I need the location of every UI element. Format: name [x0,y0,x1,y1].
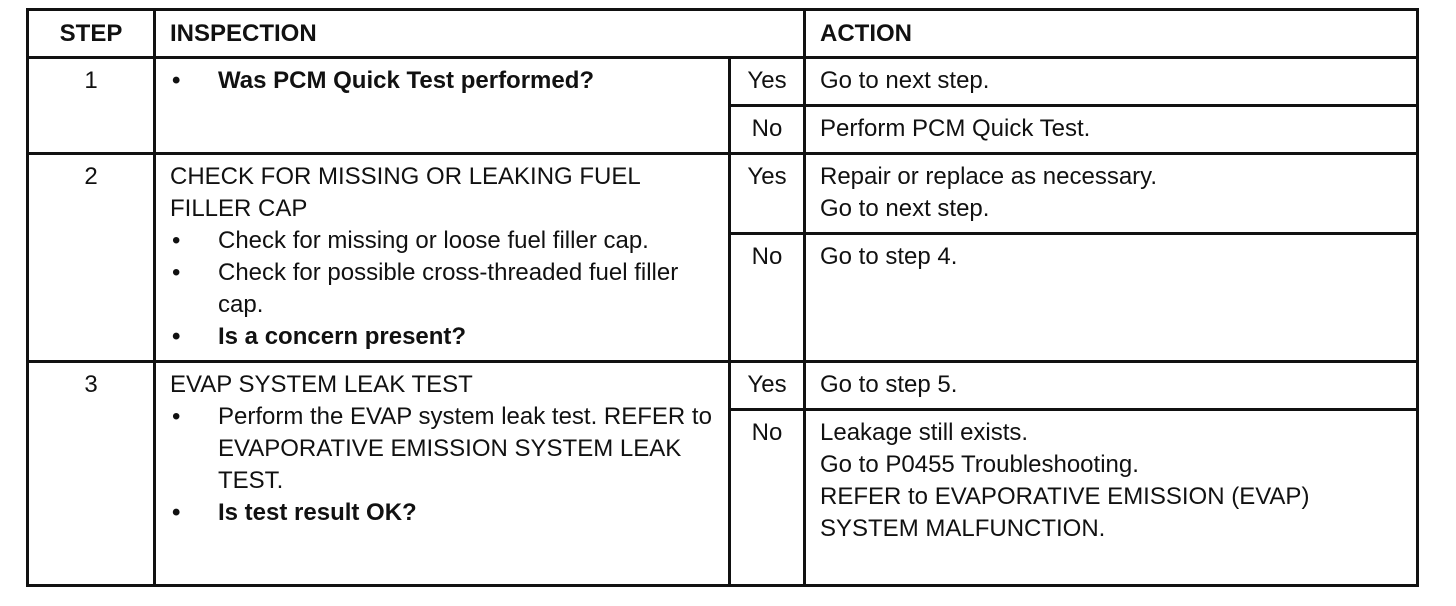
action-line: Go to P0455 Troubleshooting. [820,451,1139,478]
action-line: REFER to EVAPORATIVE EMISSION (EVAP) SYSTEM MALFUNCTION. [820,483,1310,542]
header-row [28,10,1418,58]
yes-label: Yes [730,154,805,234]
no-action [805,410,1418,586]
inspection-bullet: • Perform the EVAP system leak test. REFER to EVAPORATIVE EMISSION SYSTEM LEAK TEST. [170,401,718,497]
action-line: Go to step 5. [820,371,958,398]
inspection-cell [155,362,730,586]
inspection-bullets [170,65,718,97]
yes-action [805,154,1418,234]
no-action [805,106,1418,154]
action-line: Go to step 4. [820,243,958,270]
header-action: ACTION [805,10,1418,58]
header-step: STEP [28,10,155,58]
step-number: 1 [28,58,155,154]
inspection-cell [155,154,730,362]
no-label: No [730,410,805,586]
inspection-heading: EVAP SYSTEM LEAK TEST [170,371,473,398]
inspection-heading: CHECK FOR MISSING OR LEAKING FUEL FILLER CAP [170,163,640,222]
yes-label: Yes [730,58,805,106]
inspection-question: • Was PCM Quick Test performed? [170,65,718,97]
step-row [28,58,1418,106]
inspection-bullets [170,225,718,353]
step-row [28,154,1418,234]
inspection-question: • Is test result OK? [170,497,718,529]
yes-action [805,58,1418,106]
no-action [805,234,1418,362]
diagnostic-table [26,8,1419,587]
header-inspection: INSPECTION [155,10,805,58]
step-number: 3 [28,362,155,586]
step-row [28,362,1418,410]
inspection-cell [155,58,730,154]
action-line: Go to next step. [820,195,990,222]
inspection-bullet: • Check for missing or loose fuel filler cap. [170,225,718,257]
yes-action [805,362,1418,410]
action-line: Leakage still exists. [820,419,1029,446]
no-label: No [730,234,805,362]
step-number: 2 [28,154,155,362]
inspection-question: • Is a concern present? [170,321,718,353]
action-line: Repair or replace as necessary. [820,163,1158,190]
action-line: Perform PCM Quick Test. [820,115,1091,142]
action-line: Go to next step. [820,67,990,94]
inspection-bullets [170,401,718,529]
yes-label: Yes [730,362,805,410]
inspection-bullet: • Check for possible cross-threaded fuel filler cap. [170,257,718,321]
no-label: No [730,106,805,154]
